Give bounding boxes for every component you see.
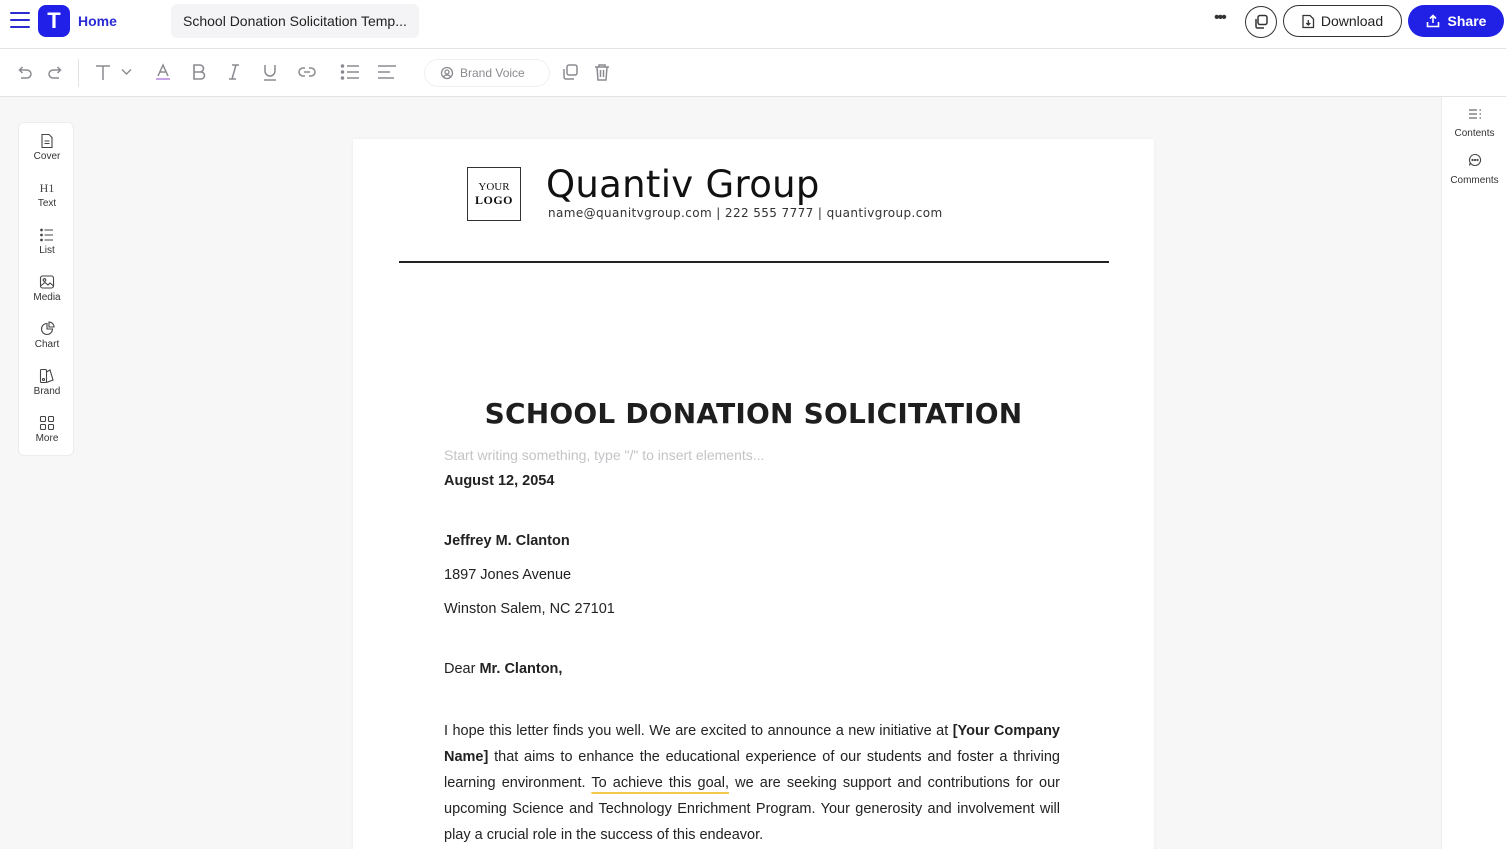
right-side-panel <box>1441 97 1506 849</box>
company-logo-placeholder[interactable] <box>467 167 521 221</box>
letter-date[interactable]: August 12, 2054 <box>444 473 555 489</box>
image-icon <box>39 274 55 290</box>
media-element-button[interactable] <box>19 274 75 314</box>
text-label: Text <box>37 198 57 209</box>
contents-label: Contents <box>1454 128 1495 139</box>
chart-icon <box>39 321 55 337</box>
home-link[interactable]: Home <box>78 13 117 29</box>
bullet-list-icon[interactable] <box>340 63 360 81</box>
more-label: More <box>35 433 59 444</box>
company-name[interactable]: Quantiv Group <box>546 163 820 206</box>
header-divider <box>399 261 1109 263</box>
document-page[interactable] <box>353 139 1154 849</box>
download-label: Download <box>1320 13 1384 29</box>
trash-icon[interactable] <box>594 63 610 81</box>
italic-icon[interactable] <box>226 63 242 81</box>
brand-voice-label: Brand Voice <box>460 66 525 80</box>
upload-icon <box>1426 14 1440 28</box>
more-elements-button[interactable] <box>19 415 75 455</box>
table-of-contents-icon <box>1468 108 1482 120</box>
para-text-c: we are seeking support and contributions for our upcoming Science and Technology Enrichment Program. Your generosity and involvement will play a crucial role in the success of this endeavor. <box>444 775 1060 843</box>
undo-icon[interactable] <box>15 63 33 81</box>
app-logo[interactable]: T <box>38 5 70 37</box>
brand-icon <box>39 368 55 384</box>
address-line-1[interactable]: 1897 Jones Avenue <box>444 567 572 583</box>
comments-button[interactable] <box>1442 153 1506 186</box>
list-label: List <box>39 245 55 256</box>
brand-voice-button[interactable] <box>424 59 550 87</box>
bold-icon[interactable] <box>191 63 207 81</box>
grammar-suggestion-highlight[interactable]: To achieve this goal, <box>591 775 729 791</box>
salutation-prefix: Dear <box>444 661 480 677</box>
top-bar <box>0 0 1506 49</box>
more-options-icon[interactable]: ••• <box>1214 9 1225 26</box>
menu-icon[interactable] <box>10 12 30 30</box>
list-element-button[interactable] <box>19 227 75 267</box>
company-name-placeholder: [Your Company Name] <box>444 723 1060 765</box>
text-element-button[interactable] <box>19 180 75 220</box>
logo-line-1: YOUR <box>478 181 510 193</box>
document-title[interactable]: School Donation Solicitation Temp... <box>171 4 419 38</box>
h1-icon: H1 <box>39 181 55 195</box>
underline-icon[interactable] <box>262 63 278 81</box>
contents-button[interactable] <box>1442 107 1506 139</box>
chevron-down-icon[interactable] <box>121 68 132 76</box>
para-text-b: that aims to enhance the educational experience of our students and foster a thriving learning environment. <box>444 749 1060 791</box>
document-heading[interactable]: SCHOOL DONATION SOLICITATION <box>484 397 1023 430</box>
company-contact-info[interactable]: name@quanitvgroup.com | 222 555 7777 | quantivgroup.com <box>548 206 943 220</box>
chart-label: Chart <box>34 339 60 350</box>
comments-label: Comments <box>1450 175 1499 186</box>
grid-icon <box>39 415 55 431</box>
brand-element-button[interactable] <box>19 368 75 408</box>
comment-icon <box>1468 153 1482 167</box>
download-button[interactable] <box>1283 5 1402 37</box>
redo-icon[interactable] <box>47 63 65 81</box>
recipient-name[interactable]: Jeffrey M. Clanton <box>444 533 570 549</box>
cover-label: Cover <box>33 151 61 162</box>
link-icon[interactable] <box>297 63 317 81</box>
toolbar-divider <box>78 59 79 87</box>
address-line-2[interactable]: Winston Salem, NC 27101 <box>444 601 615 617</box>
para-text-a: I hope this letter finds you well. We are excited to announce a new initiative at <box>444 723 953 739</box>
logo-line-2: LOGO <box>474 193 513 207</box>
duplicate-button[interactable] <box>1245 6 1277 38</box>
text-style-icon[interactable] <box>93 62 113 82</box>
file-download-icon <box>1302 14 1315 29</box>
text-color-icon[interactable] <box>154 63 172 81</box>
body-paragraph[interactable] <box>444 718 1060 848</box>
copy-icon <box>1253 14 1269 30</box>
align-left-icon[interactable] <box>377 63 397 81</box>
elements-panel <box>18 122 74 456</box>
share-label: Share <box>1447 13 1487 29</box>
chart-element-button[interactable] <box>19 321 75 361</box>
list-icon <box>39 227 55 243</box>
editor-placeholder[interactable]: Start writing something, type "/" to insert elements... <box>444 447 765 463</box>
formatting-toolbar <box>0 49 1506 97</box>
cover-icon <box>39 133 55 149</box>
duplicate-block-icon[interactable] <box>561 63 579 81</box>
cover-element-button[interactable] <box>19 133 75 173</box>
brand-voice-icon <box>440 66 454 80</box>
share-button[interactable] <box>1408 5 1504 37</box>
salutation-name: Mr. Clanton, <box>479 661 563 677</box>
salutation[interactable] <box>444 661 562 677</box>
media-label: Media <box>33 292 61 303</box>
brand-label: Brand <box>33 386 61 397</box>
